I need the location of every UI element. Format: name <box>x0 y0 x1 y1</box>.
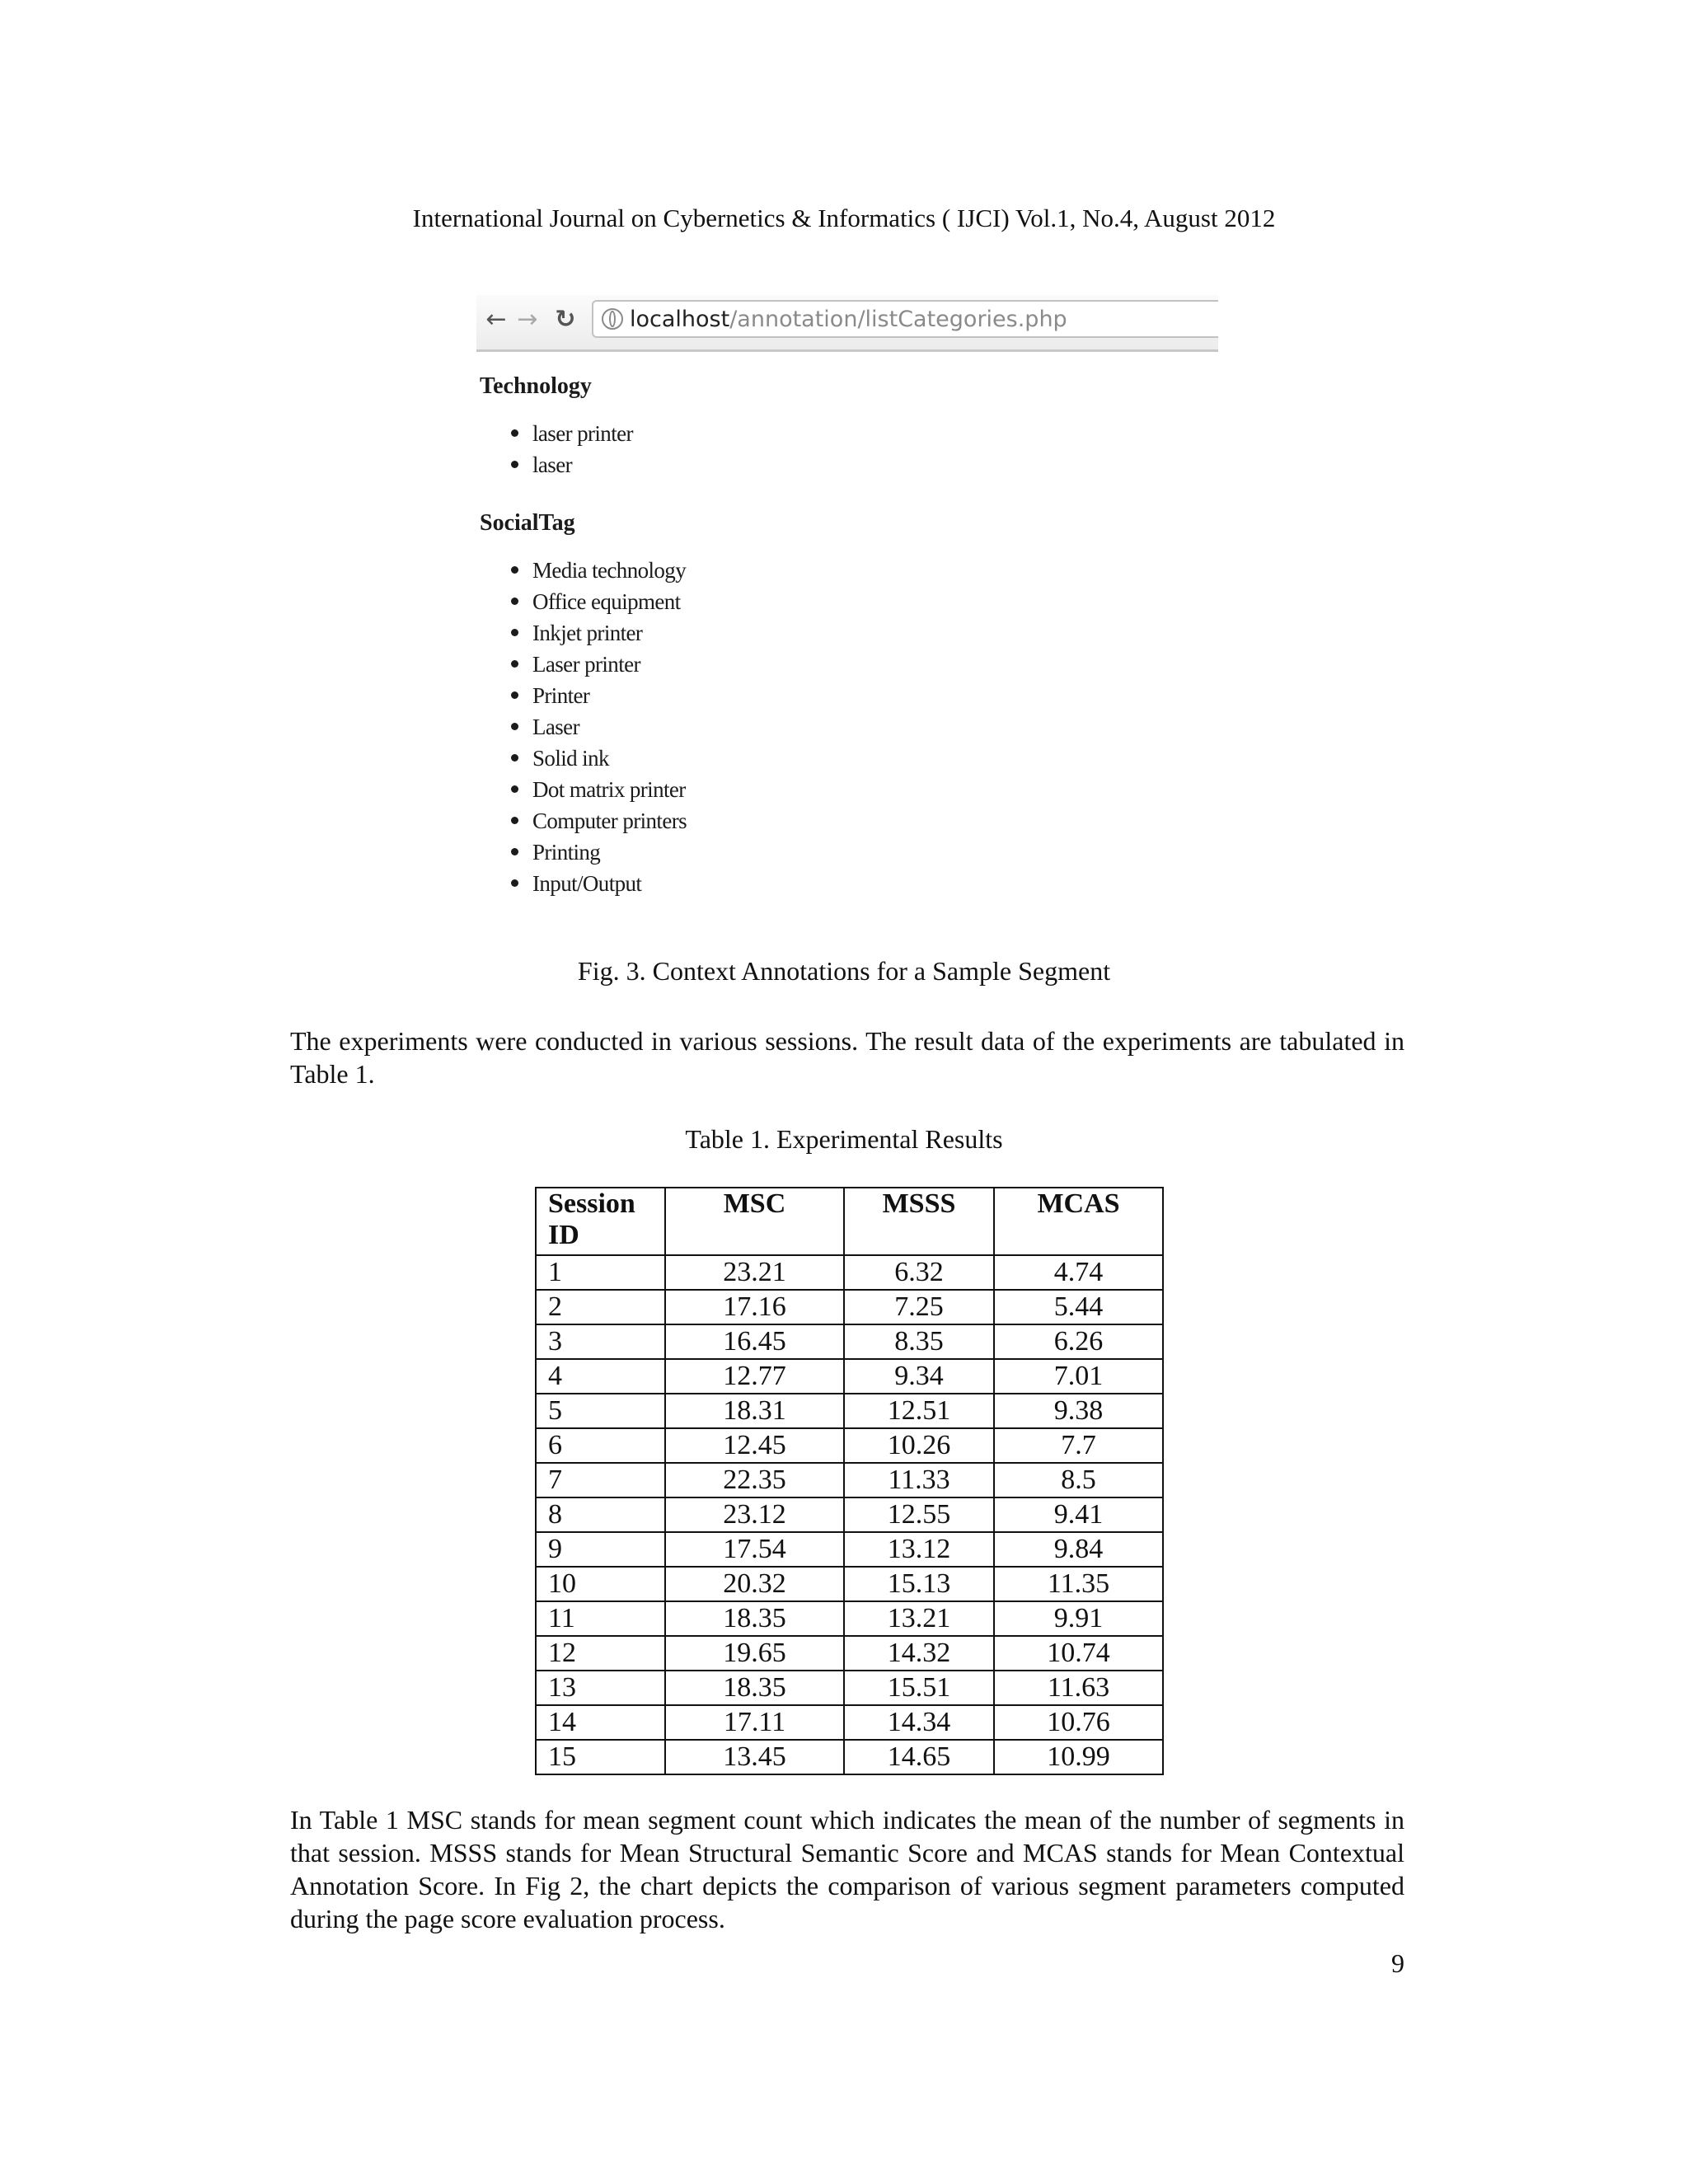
table-cell: 6.32 <box>844 1255 994 1290</box>
table-cell: 13 <box>536 1671 665 1705</box>
table-cell: 13.12 <box>844 1532 994 1567</box>
list-item: Solid ink <box>511 743 1218 774</box>
table-cell: 10.76 <box>994 1705 1163 1740</box>
table-cell: 13.45 <box>665 1740 844 1774</box>
table-row <box>536 1255 1163 1290</box>
table-cell: 11.35 <box>994 1567 1163 1601</box>
table-cell: 8 <box>536 1497 665 1532</box>
table-cell: 16.45 <box>665 1324 844 1359</box>
header-msss: MSSS <box>844 1188 994 1255</box>
table-cell: 17.54 <box>665 1532 844 1567</box>
table-cell: 15.51 <box>844 1671 994 1705</box>
table-cell: 23.12 <box>665 1497 844 1532</box>
table-row <box>536 1359 1163 1394</box>
paragraph-explanation: In Table 1 MSC stands for mean segment count which indicates the mean of the number of segments in that session. MSSS stands for Mean Structural Semantic Score and MCAS stands for Mean Contextual Annotation Score. In Fig 2, the chart depicts the comparison of various segment parameters computed during the page score evaluation process. <box>290 1805 1404 1933</box>
table-cell: 8.35 <box>844 1324 994 1359</box>
table-cell: 11 <box>536 1601 665 1636</box>
table-cell: 8.5 <box>994 1463 1163 1497</box>
table-cell: 17.16 <box>665 1290 844 1324</box>
table-cell: 5.44 <box>994 1290 1163 1324</box>
running-header: International Journal on Cybernetics & Informatics ( IJCI) Vol.1, No.4, August 2012 <box>412 204 1276 232</box>
list-item: Laser printer <box>511 649 1218 680</box>
paragraph-intro: The experiments were conducted in various sessions. The result data of the experiments are tabulated in Table 1. <box>290 1026 1404 1089</box>
category-group <box>476 372 1218 480</box>
category-group <box>476 509 1218 899</box>
table-cell: 9.34 <box>844 1359 994 1394</box>
table-cell: 12.51 <box>844 1394 994 1428</box>
list-item: Office equipment <box>511 586 1218 617</box>
list-item: laser <box>511 449 1218 480</box>
table-cell: 12.45 <box>665 1428 844 1463</box>
table-cell: 2 <box>536 1290 665 1324</box>
table-row <box>536 1601 1163 1636</box>
table-cell: 14.32 <box>844 1636 994 1671</box>
table-row <box>536 1497 1163 1532</box>
header-mcas: MCAS <box>994 1188 1163 1255</box>
table-cell: 4.74 <box>994 1255 1163 1290</box>
table-cell: 17.11 <box>665 1705 844 1740</box>
table-cell: 11.33 <box>844 1463 994 1497</box>
table-cell: 10.26 <box>844 1428 994 1463</box>
table-cell: 9.84 <box>994 1532 1163 1567</box>
list-item: Input/Output <box>511 868 1218 899</box>
table-cell: 3 <box>536 1324 665 1359</box>
table-cell: 10.74 <box>994 1636 1163 1671</box>
table-row <box>536 1740 1163 1774</box>
table-cell: 11.63 <box>994 1671 1163 1705</box>
list-item: Printer <box>511 680 1218 711</box>
list-item: Dot matrix printer <box>511 774 1218 805</box>
table-row <box>536 1290 1163 1324</box>
table-row <box>536 1567 1163 1601</box>
header-msc: MSC <box>665 1188 844 1255</box>
table-cell: 14 <box>536 1705 665 1740</box>
table-cell: 9.91 <box>994 1601 1163 1636</box>
list-item: laser printer <box>511 418 1218 449</box>
figure-caption: Fig. 3. Context Annotations for a Sample Segment <box>577 956 1111 986</box>
forward-arrow-icon[interactable]: → <box>517 305 538 334</box>
table-cell: 22.35 <box>665 1463 844 1497</box>
table-cell: 18.31 <box>665 1394 844 1428</box>
figure-browser-screenshot <box>476 295 1218 921</box>
table-cell: 6 <box>536 1428 665 1463</box>
address-url <box>630 307 1067 333</box>
table-cell: 10 <box>536 1567 665 1601</box>
table-cell: 9 <box>536 1532 665 1567</box>
category-list <box>511 555 1218 899</box>
table-cell: 7.01 <box>994 1359 1163 1394</box>
table-caption: Table 1. Experimental Results <box>685 1124 1003 1154</box>
table-cell: 7 <box>536 1463 665 1497</box>
category-title: SocialTag <box>480 510 575 536</box>
table-row <box>536 1394 1163 1428</box>
table-cell: 20.32 <box>665 1567 844 1601</box>
table-row <box>536 1671 1163 1705</box>
back-arrow-icon[interactable]: ← <box>485 305 507 334</box>
url-host: localhost <box>630 307 730 332</box>
browser-page-content <box>476 372 1218 899</box>
table-cell: 14.65 <box>844 1740 994 1774</box>
table-row <box>536 1636 1163 1671</box>
table-cell: 5 <box>536 1394 665 1428</box>
list-item: Laser <box>511 711 1218 743</box>
table-body <box>536 1255 1163 1774</box>
table-cell: 12.77 <box>665 1359 844 1394</box>
table-cell: 4 <box>536 1359 665 1394</box>
category-groups <box>476 372 1218 899</box>
table-cell: 18.35 <box>665 1601 844 1636</box>
url-path: /annotation/listCategories.php <box>729 307 1067 332</box>
table-cell: 10.99 <box>994 1740 1163 1774</box>
table-cell: 15 <box>536 1740 665 1774</box>
table-cell: 7.25 <box>844 1290 994 1324</box>
reload-icon[interactable]: ↻ <box>555 305 576 334</box>
list-item: Inkjet printer <box>511 617 1218 649</box>
table-header-row <box>536 1188 1163 1255</box>
list-item: Computer printers <box>511 805 1218 837</box>
table-cell: 7.7 <box>994 1428 1163 1463</box>
table-row <box>536 1324 1163 1359</box>
table-cell: 14.34 <box>844 1705 994 1740</box>
table-row <box>536 1428 1163 1463</box>
list-item: Printing <box>511 837 1218 868</box>
table-cell: 18.35 <box>665 1671 844 1705</box>
address-bar[interactable] <box>592 300 1218 338</box>
table-cell: 15.13 <box>844 1567 994 1601</box>
page-number: 9 <box>1391 1948 1404 1978</box>
table-row <box>536 1532 1163 1567</box>
list-item: Media technology <box>511 555 1218 586</box>
table-cell: 12 <box>536 1636 665 1671</box>
table-cell: 13.21 <box>844 1601 994 1636</box>
globe-icon <box>602 308 623 330</box>
header-session-id: Session ID <box>536 1188 665 1255</box>
table-cell: 9.41 <box>994 1497 1163 1532</box>
table-row <box>536 1705 1163 1740</box>
table-row <box>536 1463 1163 1497</box>
table-cell: 9.38 <box>994 1394 1163 1428</box>
table-cell: 6.26 <box>994 1324 1163 1359</box>
table-cell: 19.65 <box>665 1636 844 1671</box>
table-cell: 1 <box>536 1255 665 1290</box>
results-table <box>535 1187 1164 1775</box>
browser-toolbar <box>476 295 1218 352</box>
table-cell: 12.55 <box>844 1497 994 1532</box>
table-cell: 23.21 <box>665 1255 844 1290</box>
category-list <box>511 418 1218 480</box>
category-title: Technology <box>480 373 592 399</box>
